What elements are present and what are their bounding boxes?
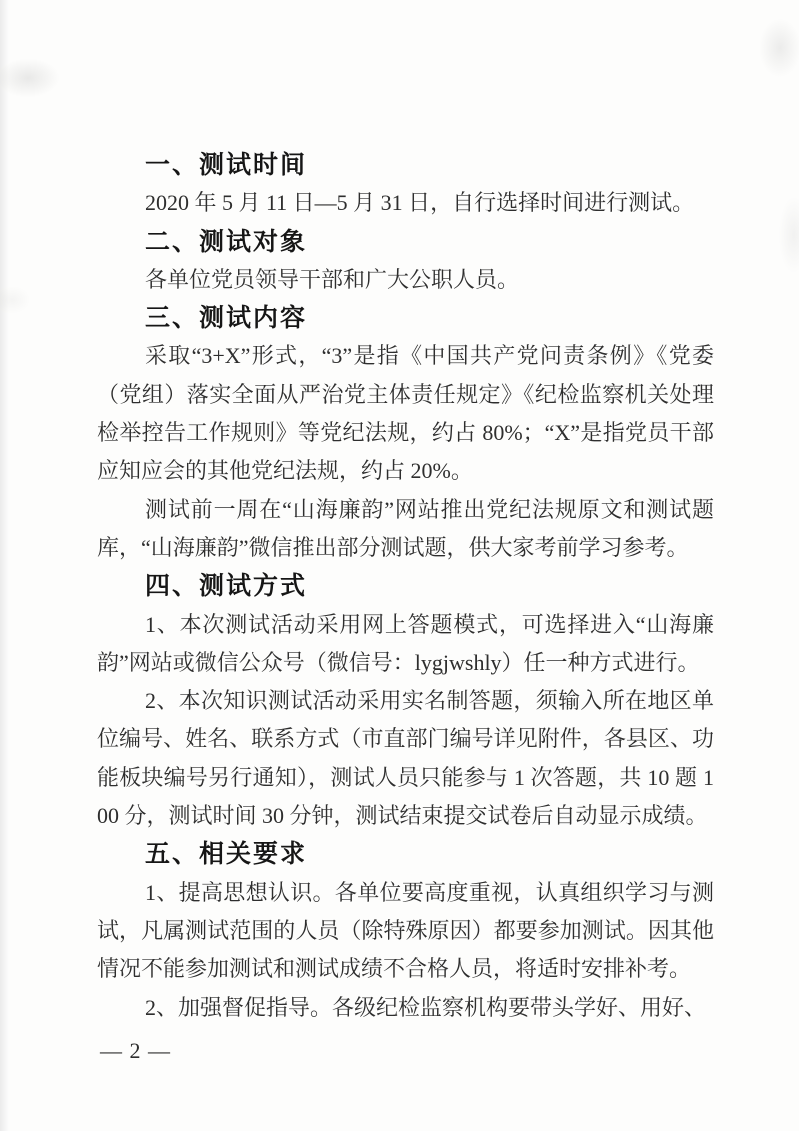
- paragraph-test-content-scope: 采取“3+X”形式，“3”是指《中国共产党问责条例》《党委（党组）落实全面从严治党主体责任规定》《纪检监察机关处理检举控告工作规则》等党纪法规，约占 80%；“X”是指党员干部应知应会的其他党纪法规，约占 20%。: [97, 343, 714, 484]
- section-heading-2-test-subjects: 二、测试对象: [145, 227, 308, 256]
- section-heading-4-test-method: 四、测试方式: [145, 572, 308, 601]
- paragraph-method-online: 1、本次测试活动采用网上答题模式，可选择进入“山海廉韵”网站或微信公众号（微信号：lygjwshly）任一种方式进行。: [97, 611, 714, 675]
- paragraph-requirement-supervise: 2、加强督促指导。各级纪检监察机构要带头学好、用好、: [145, 994, 707, 1020]
- paragraph-method-realname: 2、本次知识测试活动采用实名制答题，须输入所在地区单位编号、姓名、联系方式（市直部门编号详见附件，各县区、功能板块编号另行通知），测试人员只能参与 1 次答题，共 10 题 100 分，测试时间 30 分钟，测试结束提交试卷后自动显示成绩。: [97, 688, 714, 829]
- document-body: [97, 146, 714, 1027]
- page-number: — 2 —: [100, 1038, 171, 1063]
- paragraph-requirement-awareness: 1、提高思想认识。各单位要高度重视，认真组织学习与测试，凡属测试范围的人员（除特殊原因）都要参加测试。因其他情况不能参加测试和测试成绩不合格人员，将适时安排补考。: [97, 879, 714, 982]
- section-heading-3-test-content: 三、测试内容: [145, 304, 308, 333]
- paragraph-test-content-preview: 测试前一周在“山海廉韵”网站推出党纪法规原文和测试题库，“山海廉韵”微信推出部分测试题，供大家考前学习参考。: [97, 496, 714, 560]
- paragraph-test-time: 2020 年 5 月 11 日—5 月 31 日，自行选择时间进行测试。: [145, 190, 695, 216]
- paragraph-test-subjects: 各单位党员领导干部和广大公职人员。: [145, 266, 520, 292]
- section-heading-5-requirements: 五、相关要求: [145, 840, 308, 869]
- section-heading-1-test-time: 一、测试时间: [145, 151, 308, 179]
